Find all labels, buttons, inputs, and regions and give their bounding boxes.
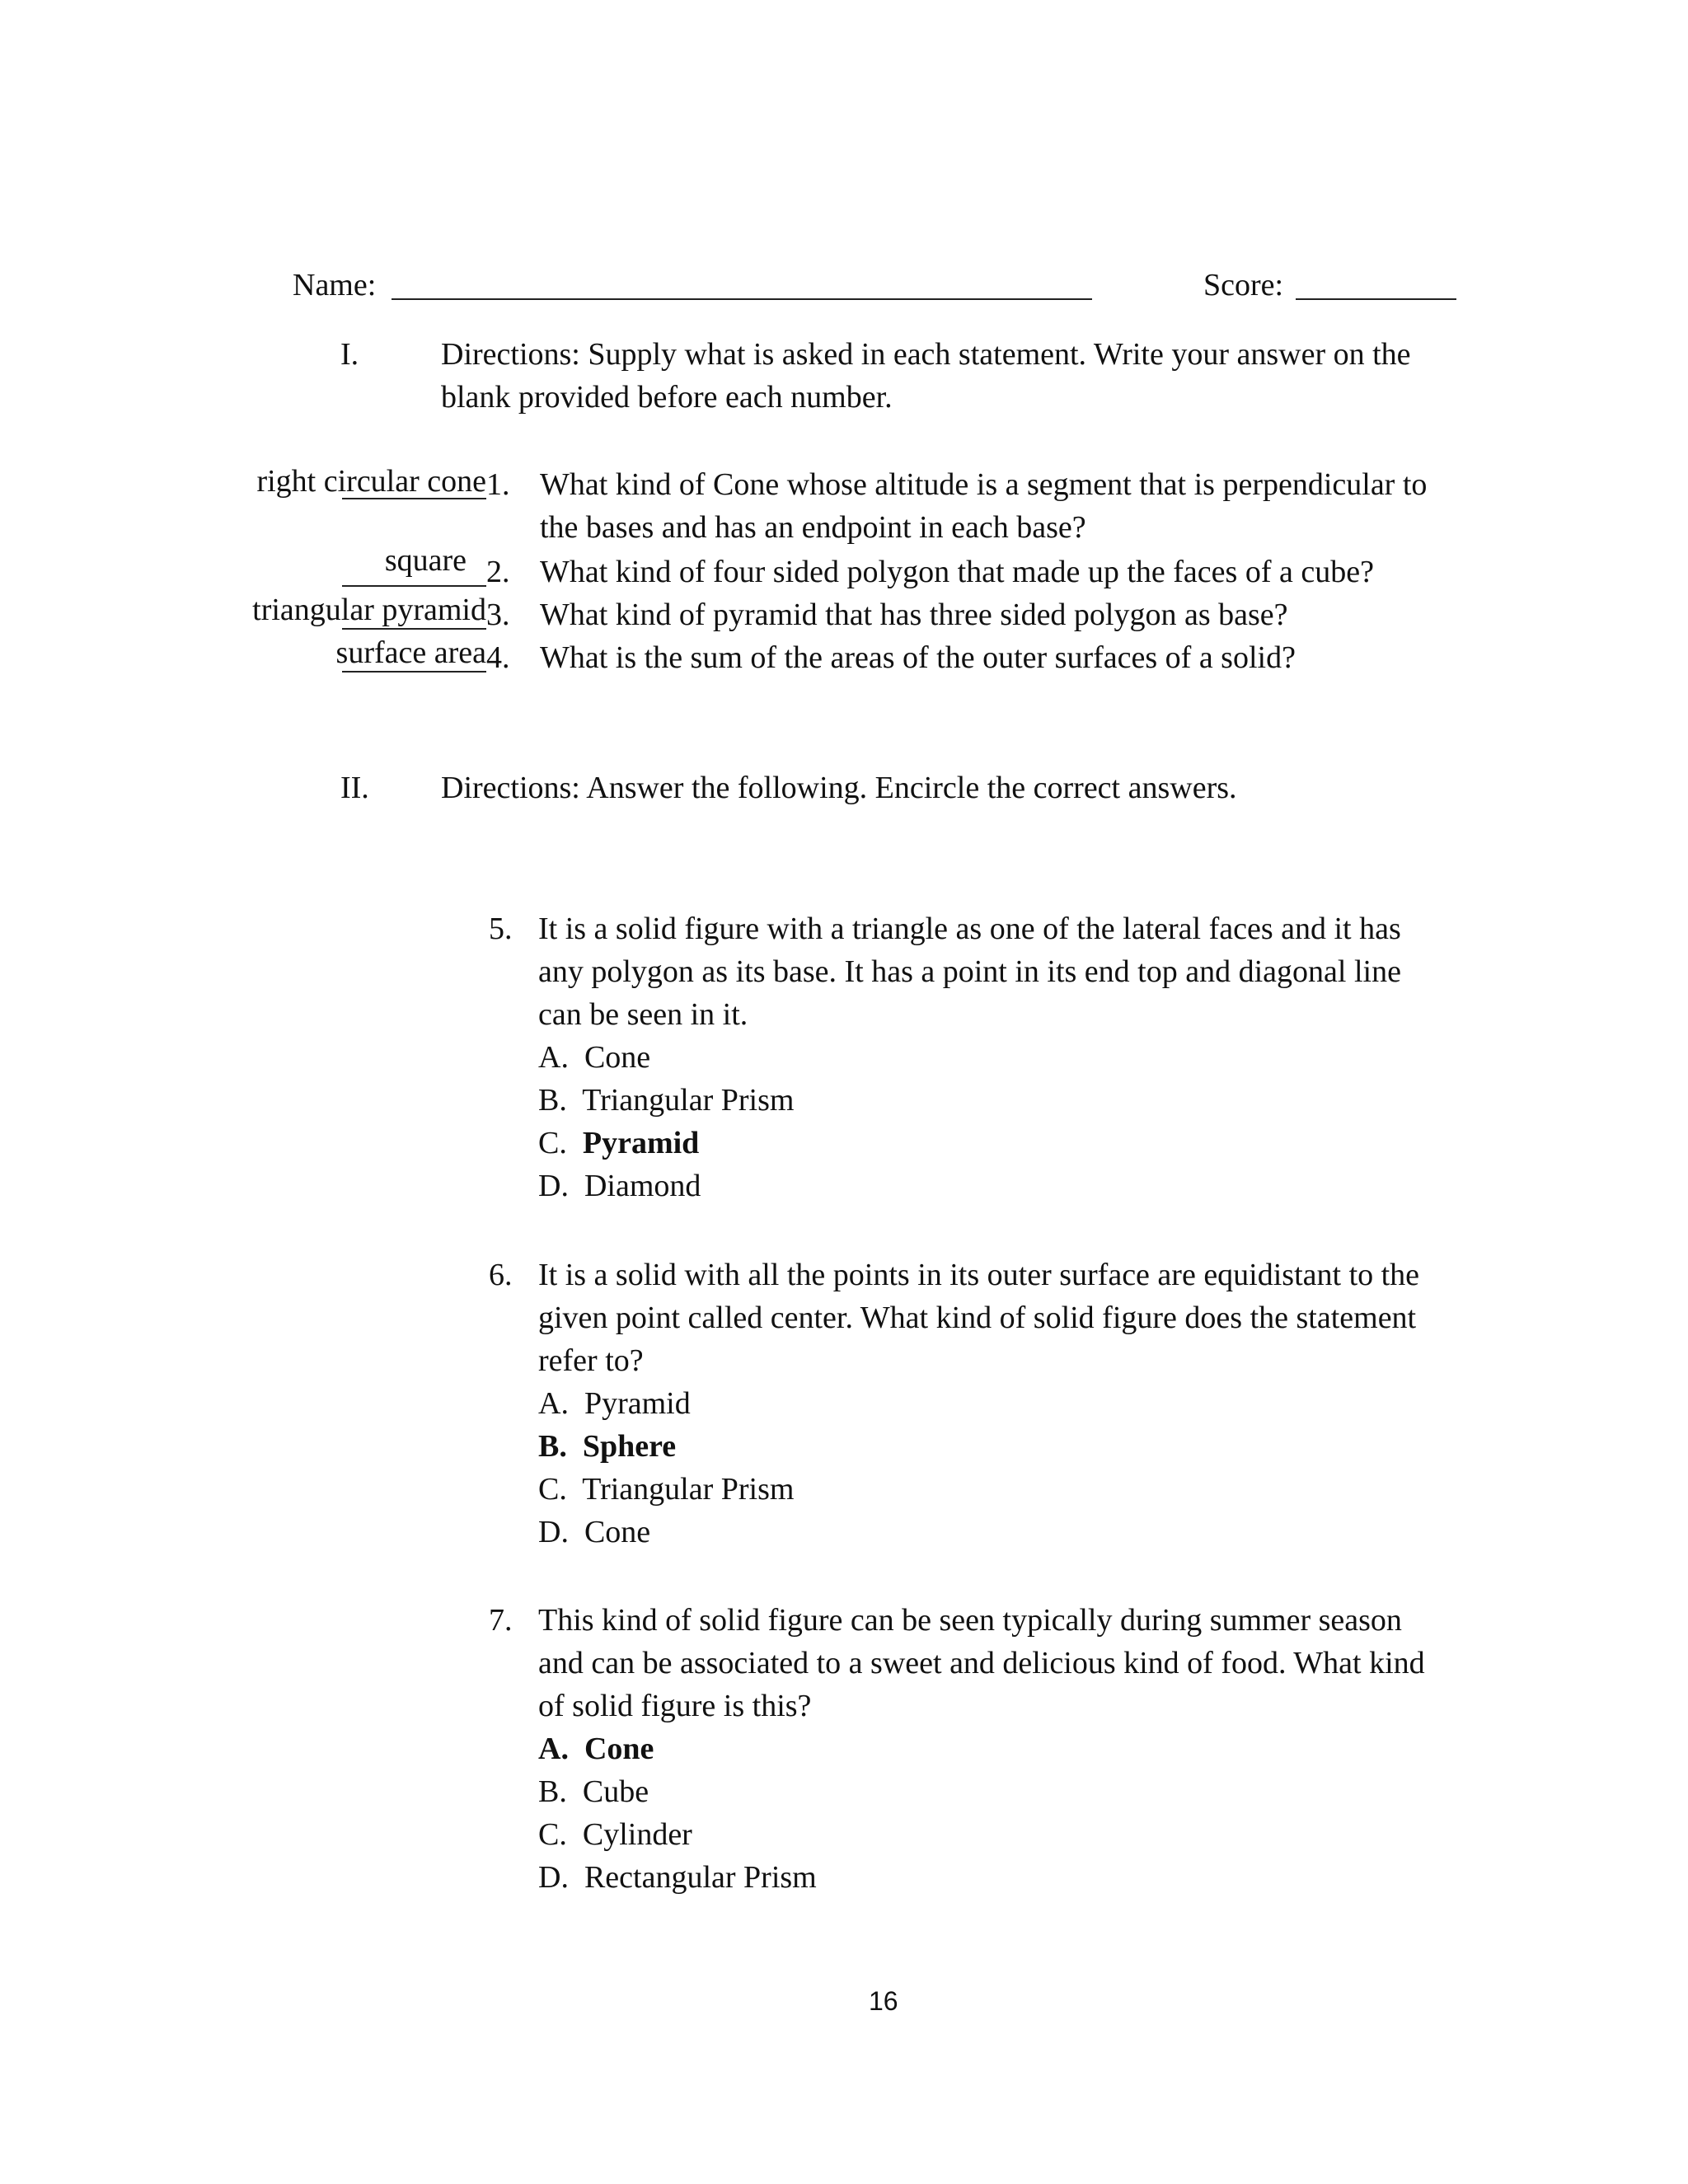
option-5c[interactable] (538, 1122, 699, 1165)
section-1-directions: Directions: Supply what is asked in each statement. Write your answer on the (441, 337, 1411, 372)
question-6-text-cont: refer to? (538, 1343, 644, 1378)
name-label: Name: (293, 268, 377, 302)
option-text: Pyramid (584, 1386, 691, 1421)
option-5d[interactable] (538, 1165, 701, 1207)
option-text: Cube (582, 1774, 649, 1809)
option-text-correct: Pyramid (582, 1126, 700, 1160)
option-6d[interactable] (538, 1511, 650, 1554)
option-6c[interactable] (538, 1468, 794, 1511)
question-1-text: What kind of Cone whose altitude is a segment that is perpendicular to (540, 467, 1428, 502)
option-text: Diamond (584, 1169, 701, 1203)
score-label: Score: (1203, 268, 1284, 302)
question-5-text: It is a solid figure with a triangle as one of the lateral faces and it has (538, 912, 1401, 946)
section-2-numeral: II. (340, 771, 369, 805)
option-letter: B. (538, 1083, 567, 1118)
item-number-2: 2. (486, 555, 510, 589)
question-6-number: 6. (489, 1258, 513, 1292)
name-blank[interactable] (392, 298, 1092, 300)
answer-blank-2 (342, 585, 486, 587)
question-2-text: What kind of four sided polygon that made up the faces of a cube? (540, 555, 1374, 589)
option-letter-correct: B. (538, 1429, 567, 1464)
option-text: Triangular Prism (582, 1083, 795, 1118)
option-7a[interactable] (538, 1727, 654, 1770)
section-2-directions: Directions: Answer the following. Encircle the correct answers. (441, 771, 1237, 805)
question-3-text: What kind of pyramid that has three sided polygon as base? (540, 598, 1288, 632)
option-letter: C. (538, 1817, 567, 1852)
section-1-numeral: I. (340, 337, 359, 372)
option-7c[interactable] (538, 1813, 692, 1856)
question-6-text: It is a solid with all the points in its outer surface are equidistant to the (538, 1258, 1420, 1292)
option-letter: C. (538, 1126, 567, 1160)
option-6b[interactable] (538, 1425, 676, 1468)
answer-blank-4 (342, 671, 486, 673)
option-text: Cylinder (582, 1817, 692, 1852)
option-letter: B. (538, 1774, 567, 1809)
answer-1: right circular cone (256, 464, 486, 499)
option-letter: D. (538, 1860, 569, 1895)
question-4-text: What is the sum of the areas of the outer surfaces of a solid? (540, 640, 1296, 675)
item-number-1: 1. (486, 467, 510, 502)
page-number: 16 (869, 1986, 898, 2016)
answer-3: triangular pyramid (252, 593, 486, 627)
item-number-3: 3. (486, 598, 510, 632)
option-letter: A. (538, 1386, 569, 1421)
item-number-4: 4. (486, 640, 510, 675)
question-7-text-cont: of solid figure is this? (538, 1689, 812, 1723)
question-6-text-cont: given point called center. What kind of solid figure does the statement (538, 1301, 1417, 1335)
option-5a[interactable] (538, 1036, 650, 1079)
option-7b[interactable] (538, 1770, 649, 1813)
option-letter-correct: A. (538, 1732, 569, 1766)
question-7-text-cont: and can be associated to a sweet and delicious kind of food. What kind (538, 1646, 1425, 1680)
option-text: Rectangular Prism (584, 1860, 817, 1895)
option-text: Cone (584, 1515, 651, 1549)
question-5-text-cont: can be seen in it. (538, 997, 748, 1032)
question-7-number: 7. (489, 1603, 513, 1638)
answer-4: surface area (335, 635, 486, 670)
section-1-directions-cont: blank provided before each number. (441, 380, 893, 415)
score-blank[interactable] (1296, 298, 1456, 300)
answer-2: square (384, 543, 467, 578)
answer-blank-3 (342, 628, 486, 630)
option-5b[interactable] (538, 1079, 794, 1122)
option-letter: D. (538, 1169, 569, 1203)
answer-blank-1 (342, 498, 486, 499)
option-text-correct: Cone (584, 1732, 654, 1766)
question-5-text-cont: any polygon as its base. It has a point in its end top and diagonal line (538, 954, 1401, 989)
option-letter: D. (538, 1515, 569, 1549)
question-7-text: This kind of solid figure can be seen typically during summer season (538, 1603, 1402, 1638)
option-letter: C. (538, 1472, 567, 1507)
option-text: Cone (584, 1040, 651, 1075)
option-text: Triangular Prism (582, 1472, 795, 1507)
question-1-text-cont: the bases and has an endpoint in each base? (540, 510, 1086, 545)
option-letter: A. (538, 1040, 569, 1075)
question-5-number: 5. (489, 912, 513, 946)
option-7d[interactable] (538, 1856, 817, 1899)
option-text-correct: Sphere (582, 1429, 677, 1464)
option-6a[interactable] (538, 1382, 691, 1425)
